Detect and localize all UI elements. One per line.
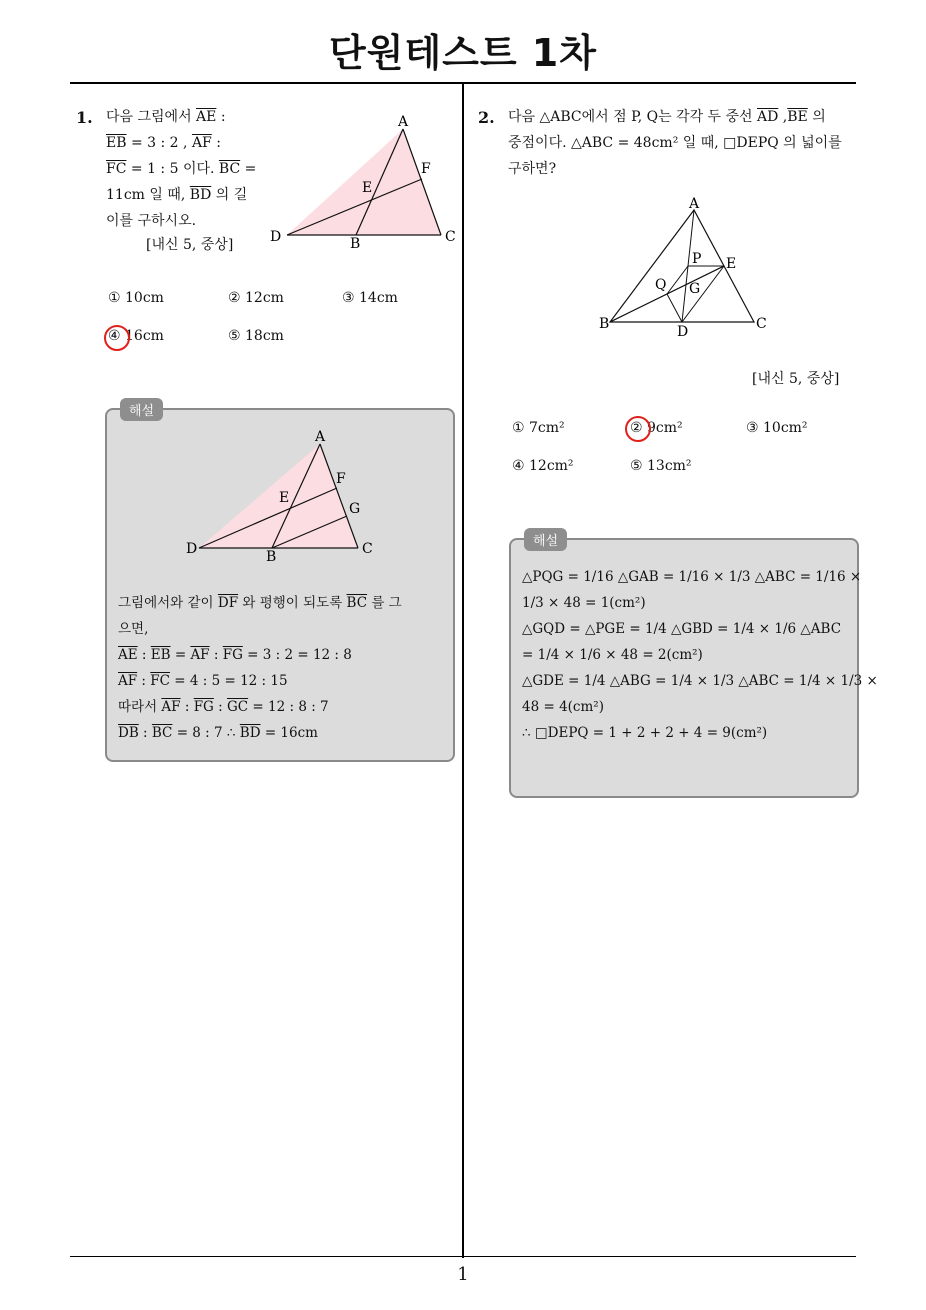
q1-solution-label-g: G xyxy=(349,501,361,517)
q1-figure xyxy=(266,112,466,252)
q1-number: 1. xyxy=(76,108,93,127)
q1-solution-label-f: F xyxy=(336,471,346,487)
overline-segment: $\overline{AF}$ xyxy=(161,699,181,715)
q2-choice-1[interactable]: ① 7cm² xyxy=(512,420,565,436)
q2-figure xyxy=(596,192,776,342)
q1-solution-line-2: 으면, xyxy=(118,621,149,637)
q2-choice-3[interactable]: ③ 10cm² xyxy=(746,420,808,436)
q2-solution-line-4: = 1/4 × 1/6 × 48 = 2(cm²) xyxy=(522,647,703,663)
overline-segment: $\overline{AF}$ xyxy=(190,647,210,663)
q2-answer-mark xyxy=(625,416,651,442)
q2-solution-line-5: △GDE = 1/4 △ABG = 1/4 × 1/3 △ABC = 1/4 × 1/3 × xyxy=(522,673,878,689)
q1-solution-tag: 해설 xyxy=(120,398,163,421)
overline-segment: $\overline{AF}$ xyxy=(191,135,212,151)
q1-label-b: B xyxy=(350,236,361,252)
q2-choice-4[interactable]: ④ 12cm² xyxy=(512,458,574,474)
overline-segment: $\overline{EB}$ xyxy=(106,135,127,151)
overline-segment: $\overline{BD}$ xyxy=(189,187,212,203)
q2-label-d: D xyxy=(677,324,689,340)
q1-label-f: F xyxy=(421,161,431,177)
overline-segment: $\overline{BD}$ xyxy=(239,725,261,741)
q1-stem-line-5: 이를 구하시오. xyxy=(106,213,197,229)
footer-rule xyxy=(70,1256,856,1257)
overline-segment: $\overline{FC}$ xyxy=(106,161,127,177)
q1-solution-line-1: 그림에서와 같이 $\overline{DF}$ 와 평행이 되도록 $\overline{BC}$ 를 그 xyxy=(118,595,402,611)
q1-solution-text xyxy=(118,590,444,746)
q1-choice-5[interactable]: ⑤ 18cm xyxy=(228,328,284,344)
q1-solution-label-b: B xyxy=(266,549,277,564)
q1-stem-line-2: $\overline{EB} = 3$ : 2 , $\overline{AF}$ : xyxy=(106,135,221,151)
q1-label-a: A xyxy=(398,114,409,130)
page-number: 1 xyxy=(457,1264,469,1285)
overline-segment: $\overline{BE}$ xyxy=(787,109,808,125)
q1-stem xyxy=(106,104,266,234)
q2-label-p: P xyxy=(692,251,702,267)
q2-stem-line-3: 구하면? xyxy=(508,161,557,177)
q1-solution-line-4: $\overline{AF}$ : $\overline{FC} = 4$ : 5 = 12 : 15 xyxy=(118,673,288,689)
q2-solution-line-1: △PQG = 1/16 △GAB = 1/16 × 1/3 △ABC = 1/16 × xyxy=(522,569,862,585)
overline-segment: $\overline{BC}$ xyxy=(346,595,368,611)
q1-stem-line-3: $\overline{FC} = 1$ : 5 이다. $\overline{BC}$ = xyxy=(106,161,257,177)
q1-solution-label-a: A xyxy=(315,429,326,445)
page-title: 단원테스트 1차 xyxy=(329,31,597,75)
q2-segment-qp xyxy=(667,266,688,294)
q2-label-q: Q xyxy=(655,277,667,293)
q1-stem-line-1: 다음 그림에서 $\overline{AE}$ : xyxy=(106,109,226,125)
q2-solution-line-7: ∴ □DEPQ = 1 + 2 + 2 + 4 = 9(cm²) xyxy=(522,725,768,741)
q2-segment-qd xyxy=(667,294,682,322)
q1-source: [내신 5, 중상] xyxy=(146,237,234,253)
overline-segment: $\overline{BC}$ xyxy=(218,161,241,177)
q2-solution-line-3: △GQD = △PGE = 1/4 △GBD = 1/4 × 1/6 △ABC xyxy=(522,621,842,637)
overline-segment: $\overline{GC}$ xyxy=(226,699,249,715)
overline-segment: $\overline{FG}$ xyxy=(193,699,214,715)
q2-solution-tag: 해설 xyxy=(524,528,567,551)
q2-label-e: E xyxy=(726,256,737,272)
q1-label-c: C xyxy=(445,229,456,245)
q2-label-c: C xyxy=(756,316,767,332)
overline-segment: $\overline{AE}$ xyxy=(118,647,138,663)
q1-answer-mark xyxy=(104,325,130,351)
q1-solution-label-e: E xyxy=(279,490,290,506)
overline-segment: $\overline{DF}$ xyxy=(217,595,239,611)
q2-label-b: B xyxy=(599,316,610,332)
q2-number: 2. xyxy=(478,108,495,127)
q1-solution-line-3: $\overline{AE}$ : $\overline{EB} = \overline{AF}$ : $\overline{FG} = 3$ : 2 = 12 : 8 xyxy=(118,647,352,663)
q2-stem xyxy=(508,104,858,182)
q1-solution-figure xyxy=(176,424,386,564)
q2-stem-line-1: 다음 △ABC에서 점 P, Q는 각각 두 중선 $\overline{AD}$ $,\overline{BE}$ 의 xyxy=(508,109,826,125)
overline-segment: $\overline{AD}$ xyxy=(757,109,779,125)
q1-choice-4[interactable]: ④ 16cm xyxy=(108,328,164,344)
overline-segment: $\overline{EB}$ xyxy=(150,647,171,663)
overline-segment: $\overline{AE}$ xyxy=(196,109,217,125)
q2-solution-line-2: 1/3 × 48 = 1(cm²) xyxy=(522,595,646,611)
q2-choice-2[interactable]: ② 9cm² xyxy=(630,420,683,436)
q1-label-d: D xyxy=(270,229,282,245)
q2-choice-5[interactable]: ⑤ 13cm² xyxy=(630,458,692,474)
q1-label-e: E xyxy=(362,180,373,196)
overline-segment: $\overline{FG}$ xyxy=(222,647,243,663)
overline-segment: $\overline{AF}$ xyxy=(118,673,138,689)
q2-solution-text xyxy=(522,564,878,746)
q1-choice-2[interactable]: ② 12cm xyxy=(228,290,284,306)
q2-segment-bg xyxy=(610,266,724,322)
overline-segment: $\overline{FC}$ xyxy=(150,673,170,689)
q2-stem-line-2: 중점이다. △ABC = 48cm² 일 때, □DEPQ 의 넓이를 xyxy=(508,135,842,151)
q2-solution-line-6: 48 = 4(cm²) xyxy=(522,699,604,715)
q1-solution-label-d: D xyxy=(186,541,198,557)
q1-stem-line-4: 11cm 일 때, $\overline{BD}$ 의 길 xyxy=(106,187,248,203)
q1-solution-line-6: $\overline{DB}$ : $\overline{BC} = 8$ : 7 ∴ $\overline{BD} = 16cm$ xyxy=(118,725,318,741)
q1-choice-1[interactable]: ① 10cm xyxy=(108,290,164,306)
q1-solution-label-c: C xyxy=(362,541,373,557)
q1-choice-3[interactable]: ③ 14cm xyxy=(342,290,398,306)
q2-label-a: A xyxy=(689,196,700,212)
q1-solution-line-5: 따라서 $\overline{AF}$ : $\overline{FG}$ : $\overline{GC} = 12$ : 8 : 7 xyxy=(118,699,329,715)
q2-label-g: G xyxy=(689,281,701,297)
column-divider xyxy=(462,84,464,1258)
q2-source: [내신 5, 중상] xyxy=(752,371,840,387)
overline-segment: $\overline{DB}$ xyxy=(118,725,139,741)
overline-segment: $\overline{BC}$ xyxy=(151,725,173,741)
